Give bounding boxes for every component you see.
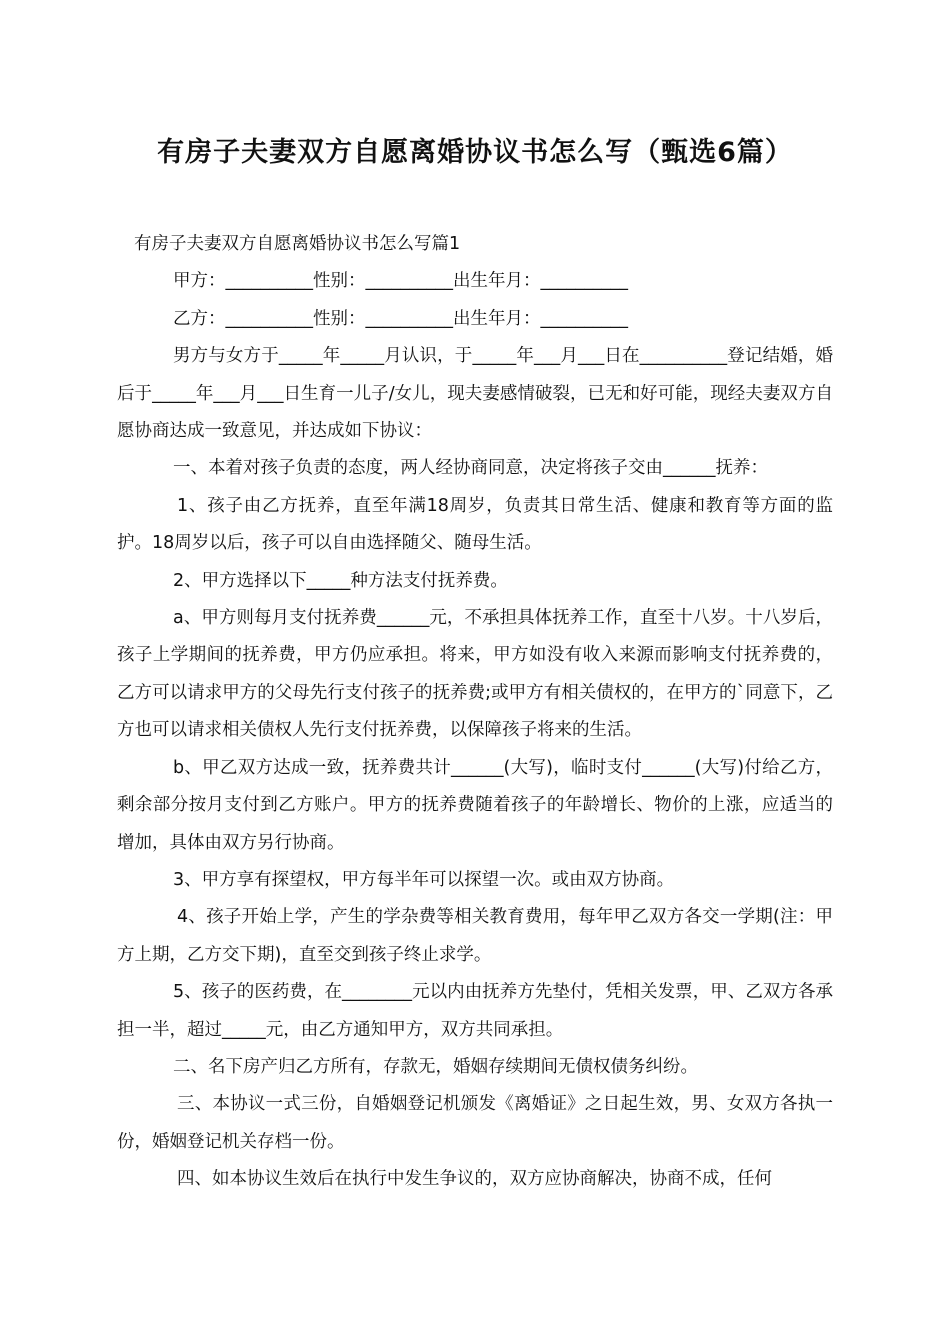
clause-4: 四、如本协议生效后在执行中发生争议的，双方应协商解决，协商不成，任何 bbox=[177, 1169, 772, 1190]
section-heading: 有房子夫妻双方自愿离婚协议书怎么写篇1 bbox=[134, 234, 461, 254]
clause-1-item-3: 3、甲方享有探望权，甲方每半年可以探望一次。或由双方协商。 bbox=[173, 869, 675, 890]
document-body bbox=[117, 226, 833, 1199]
clause-1-item-5: 5、孩子的医药费，在________元以内由抚养方先垫付，凭相关发票，甲、乙双方各承担一半，超过_____元，由乙方通知甲方，双方共同承担。 bbox=[117, 982, 833, 1040]
clause-1-item-4: 4、孩子开始上学，产生的学杂费等相关教育费用，每年甲乙双方各交一学期(注：甲方上期，乙方交下期)，直至交到孩子终止求学。 bbox=[117, 907, 833, 965]
party-a-line: 甲方：__________性别：__________出生年月：__________ bbox=[173, 271, 628, 292]
clause-2: 二、名下房产归乙方所有，存款无，婚姻存续期间无债权债务纠纷。 bbox=[173, 1056, 698, 1077]
clause-1-item-1: 1、孩子由乙方抚养，直至年满18周岁，负责其日常生活、健康和教育等方面的监护。18周岁以后，孩子可以自由选择随父、随母生活。 bbox=[117, 495, 833, 554]
clause-1-item-a: a、甲方则每月支付抚养费______元，不承担具体抚养工作，直至十八岁。十八岁后，孩子上学期间的抚养费，甲方仍应承担。将来，甲方如没有收入来源而影响支付抚养费的，乙方可以请求甲方的父母先行支付孩子的抚养费;或甲方有相关债权的，在甲方的`同意下，乙方也可以请求相关债权人先行支付抚养费，以保障孩子将来的生活。 bbox=[117, 608, 833, 741]
clause-1-item-2: 2、甲方选择以下_____种方法支付抚养费。 bbox=[173, 570, 508, 591]
clause-3: 三、本协议一式三份，自婚姻登记机颁发《离婚证》之日起生效，男、女双方各执一份，婚姻登记机关存档一份。 bbox=[117, 1094, 833, 1152]
clause-1: 一、本着对孩子负责的态度，两人经协商同意，决定将孩子交由______抚养： bbox=[173, 458, 768, 479]
paragraph: 男方与女方于_____年_____月认识，于_____年___月___日在__________登记结婚，婚后于_____年___月___日生育一儿子/女儿，现夫妻感情破裂，已无和好可能，现经夫妻双方自愿协商达成一致意见，并达成如下协议： bbox=[117, 346, 833, 442]
document-title: 有房子夫妻双方自愿离婚协议书怎么写（甄选6篇） bbox=[157, 137, 793, 168]
party-b-line: 乙方：__________性别：__________出生年月：__________ bbox=[173, 308, 628, 329]
clause-1-item-b: b、甲乙双方达成一致，抚养费共计______(大写)，临时支付______(大写)付给乙方，剩余部分按月支付到乙方账户。甲方的抚养费随着孩子的年龄增长、物价的上涨，应适当的增加，具体由双方另行协商。 bbox=[117, 757, 833, 853]
